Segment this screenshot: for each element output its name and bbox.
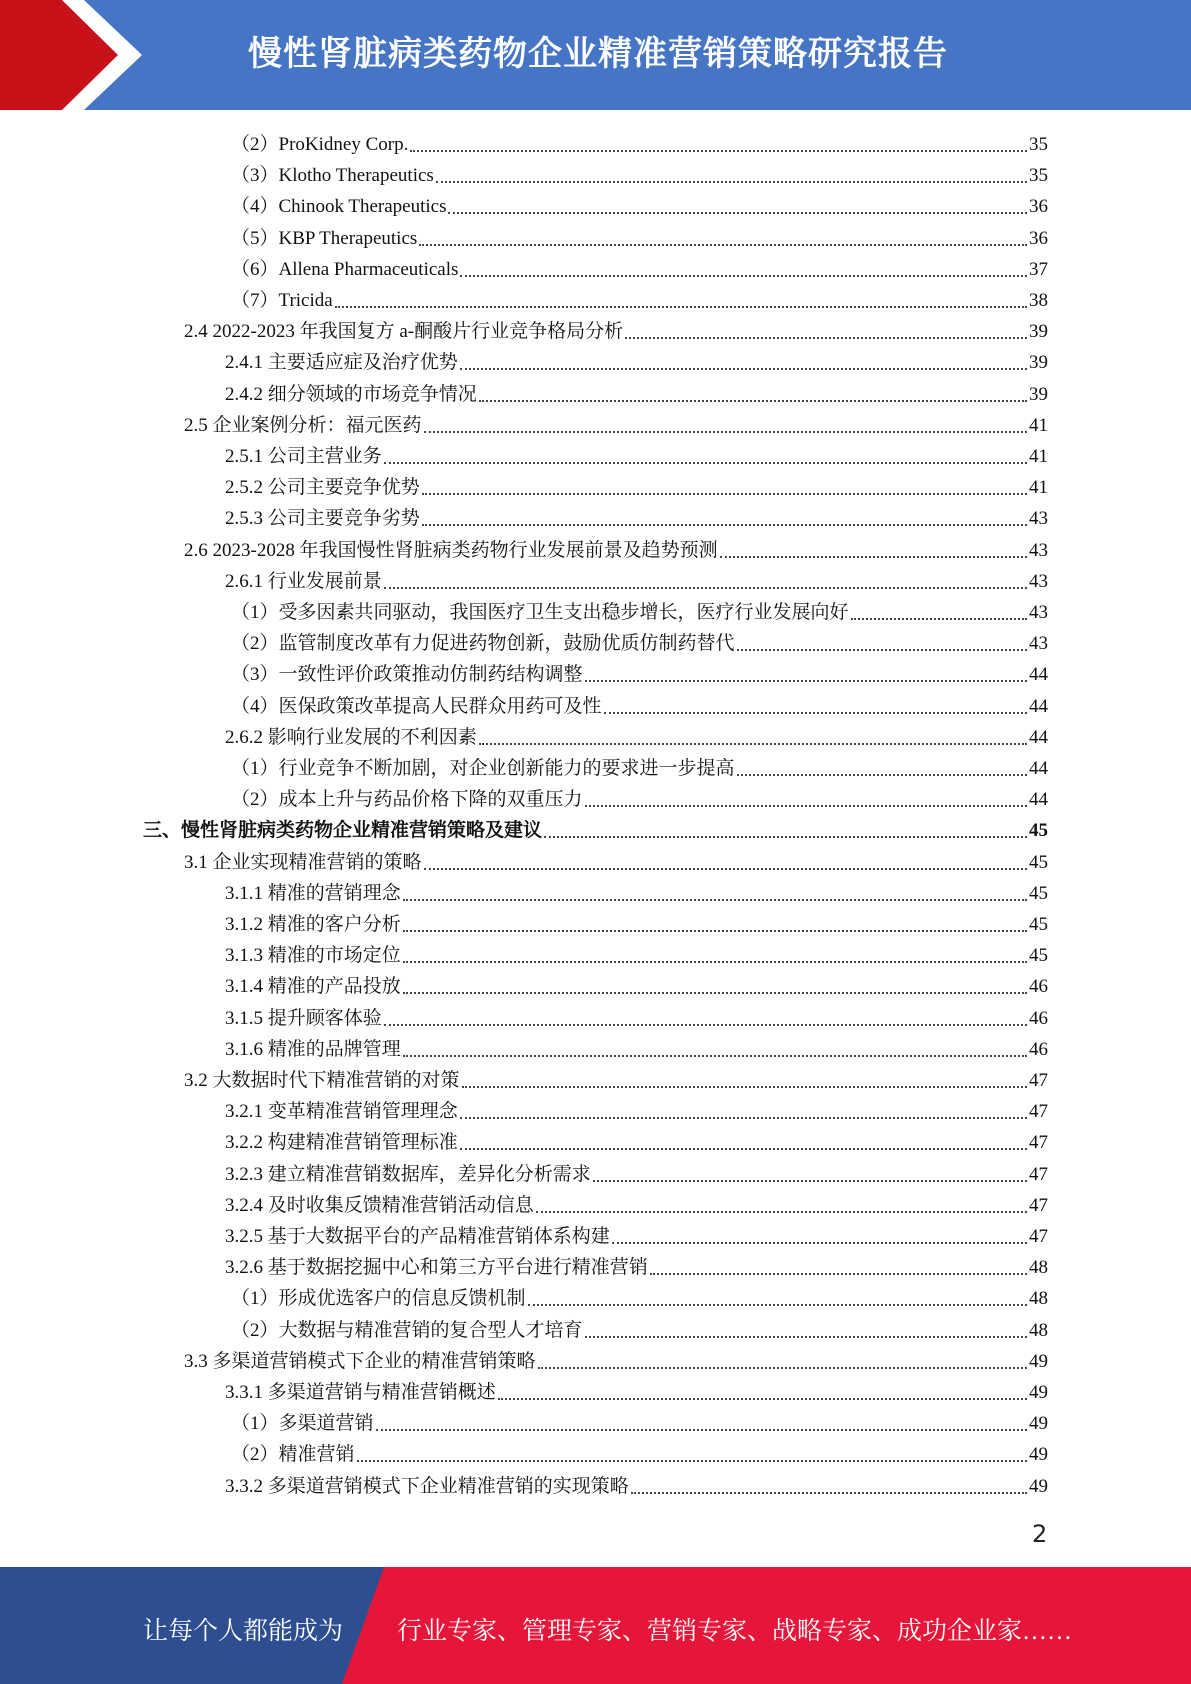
toc-entry-page: 44 (1029, 664, 1048, 686)
toc-entry-label: 2.6.2 影响行业发展的不利因素 (225, 726, 477, 748)
toc-entry-page: 49 (1029, 1475, 1048, 1497)
toc-entry-page: 44 (1029, 758, 1048, 779)
toc-entry-page: 43 (1029, 570, 1048, 592)
toc-entry[interactable] (231, 252, 1048, 282)
toc-dot-leader (403, 992, 1027, 994)
toc-entry[interactable] (225, 1094, 1048, 1124)
toc-entry-label: （1）行业竞争不断加剧，对企业创新能力的要求进一步提高 (231, 758, 735, 779)
toc-dot-leader (593, 1180, 1027, 1182)
toc-entry[interactable] (231, 626, 1048, 656)
toc-entry-page: 36 (1029, 227, 1048, 249)
toc-dot-leader (528, 1304, 1027, 1306)
toc-entry[interactable] (225, 1125, 1048, 1155)
toc-entry-label: （4）Chinook Therapeutics (231, 196, 447, 218)
toc-entry[interactable] (231, 283, 1048, 313)
toc-entry-page: 45 (1029, 820, 1048, 842)
toc-entry[interactable] (225, 377, 1048, 407)
toc-dot-leader (422, 493, 1027, 495)
toc-entry-page: 43 (1029, 602, 1048, 623)
toc-dot-leader (422, 524, 1027, 526)
toc-entry-label: 3.3 多渠道营销模式下企业的精准营销策略 (184, 1350, 536, 1372)
toc-dot-leader (448, 212, 1027, 214)
page-header (0, 0, 1191, 110)
toc-entry-page: 45 (1029, 914, 1048, 935)
toc-entry-page: 44 (1029, 789, 1048, 811)
toc-entry-page: 47 (1029, 1101, 1048, 1123)
toc-dot-leader (631, 1492, 1027, 1494)
toc-entry-label: 2.5 企业案例分析：福元医药 (184, 414, 422, 436)
toc-entry-label: 2.4.2 细分领域的市场竞争情况 (225, 383, 477, 405)
toc-entry[interactable] (184, 533, 1048, 563)
toc-entry[interactable] (231, 782, 1048, 812)
toc-entry-page: 49 (1029, 1444, 1048, 1466)
toc-entry-page: 37 (1029, 258, 1048, 280)
toc-entry[interactable] (231, 1406, 1048, 1436)
toc-entry-page: 39 (1029, 383, 1048, 405)
toc-entry-label: （5）KBP Therapeutics (231, 227, 418, 249)
toc-entry[interactable] (225, 876, 1048, 906)
toc-entry-page: 49 (1029, 1382, 1048, 1403)
toc-dot-leader (357, 1460, 1027, 1462)
toc-dot-leader (403, 930, 1027, 932)
toc-entry-page: 47 (1029, 1226, 1048, 1247)
toc-entry-page: 47 (1029, 1194, 1048, 1216)
toc-entry-label: 2.4.1 主要适应症及治疗优势 (225, 352, 458, 374)
toc-entry-label: （1）形成优选客户的信息反馈机制 (231, 1288, 526, 1310)
toc-entry-label: （6）Allena Pharmaceuticals (231, 258, 459, 280)
toc-entry-label: 3.2.3 建立精准营销数据库，差异化分析需求 (225, 1163, 591, 1185)
toc-entry-page: 46 (1029, 1007, 1048, 1029)
toc-entry[interactable] (231, 189, 1048, 219)
toc-dot-leader (544, 836, 1027, 838)
toc-entry-label: 3.1.1 精准的营销理念 (225, 882, 401, 904)
toc-entry-page: 43 (1029, 508, 1048, 530)
toc-entry[interactable] (231, 221, 1048, 251)
toc-entry[interactable] (231, 158, 1048, 188)
toc-entry-label: 2.6.1 行业发展前景 (225, 570, 382, 592)
page-footer (0, 1567, 1191, 1684)
toc-dot-leader (403, 961, 1027, 963)
toc-entry[interactable] (225, 720, 1048, 750)
toc-dot-leader (460, 275, 1027, 277)
toc-entry-page: 43 (1029, 633, 1048, 655)
toc-entry-page: 48 (1029, 1319, 1048, 1341)
toc-dot-leader (384, 1024, 1027, 1026)
toc-dot-leader (625, 337, 1027, 339)
toc-entry-label: （3）一致性评价政策推动仿制药结构调整 (231, 664, 583, 686)
toc-entry[interactable] (184, 1344, 1048, 1374)
toc-entry[interactable] (225, 1250, 1048, 1280)
toc-dot-leader (460, 1117, 1027, 1119)
toc-entry-label: 3.1.6 精准的品牌管理 (225, 1038, 401, 1060)
toc-dot-leader (424, 431, 1027, 433)
toc-entry-page: 45 (1029, 945, 1048, 967)
toc-entry[interactable] (231, 595, 1048, 625)
toc-entry[interactable] (225, 1001, 1048, 1031)
toc-entry-page: 47 (1029, 1132, 1048, 1154)
toc-entry-page: 41 (1029, 414, 1048, 436)
toc-dot-leader (436, 181, 1027, 183)
toc-entry-page: 46 (1029, 1038, 1048, 1060)
toc-entry[interactable] (184, 845, 1048, 875)
toc-dot-leader (479, 743, 1027, 745)
toc-entry-label: （2）精准营销 (231, 1444, 355, 1466)
toc-dot-leader (460, 1148, 1027, 1150)
toc-dot-leader (604, 712, 1027, 714)
toc-entry[interactable] (184, 408, 1048, 438)
toc-entry-page: 35 (1029, 165, 1048, 187)
toc-entry-page: 49 (1029, 1350, 1048, 1372)
toc-entry-label: 3.1.3 精准的市场定位 (225, 945, 401, 967)
toc-entry[interactable] (231, 127, 1048, 157)
toc-dot-leader (384, 462, 1027, 464)
toc-entry-label: （1）受多因素共同驱动，我国医疗卫生支出稳步增长，医疗行业发展向好 (231, 602, 849, 623)
toc-dot-leader (585, 805, 1027, 807)
footer-slogan-left: 让每个人都能成为 (143, 1618, 344, 1645)
toc-entry-page: 48 (1029, 1257, 1048, 1279)
toc-entry-page: 44 (1029, 695, 1048, 717)
toc-dot-leader (737, 774, 1027, 776)
toc-dot-leader (419, 244, 1027, 246)
toc-entry-label: （2）ProKidney Corp. (231, 134, 409, 155)
toc-dot-leader (335, 306, 1027, 308)
toc-entry-label: 2.5.1 公司主营业务 (225, 446, 382, 467)
toc-entry[interactable] (225, 907, 1048, 937)
toc-entry[interactable] (225, 1032, 1048, 1062)
toc-entry-label: （2）成本上升与药品价格下降的双重压力 (231, 789, 583, 811)
toc-entry[interactable] (184, 1063, 1048, 1093)
toc-entry-page: 39 (1029, 321, 1048, 343)
toc-entry-label: 2.4 2022-2023 年我国复方 a-酮酸片行业竞争格局分析 (184, 321, 624, 343)
toc-entry-label: 2.5.2 公司主要竞争优势 (225, 477, 420, 499)
toc-entry-page: 39 (1029, 352, 1048, 374)
toc-dot-leader (585, 1336, 1027, 1338)
toc-entry-page: 44 (1029, 726, 1048, 748)
toc-entry[interactable] (225, 564, 1048, 594)
toc-entry-page: 41 (1029, 446, 1048, 467)
toc-dot-leader (403, 1055, 1027, 1057)
toc-dot-leader (424, 868, 1027, 870)
toc-entry-label: （4）医保政策改革提高人民群众用药可及性 (231, 695, 602, 717)
toc-entry-page: 48 (1029, 1288, 1048, 1310)
toc-dot-leader (460, 368, 1027, 370)
toc-entry-page: 35 (1029, 134, 1048, 155)
toc-entry-label: 3.2.1 变革精准营销管理理念 (225, 1101, 458, 1123)
toc-entry-label: （3）Klotho Therapeutics (231, 165, 434, 187)
toc-entry-label: 3.2.4 及时收集反馈精准营销活动信息 (225, 1194, 534, 1216)
toc-dot-leader (410, 150, 1027, 152)
toc-dot-leader (403, 899, 1027, 901)
toc-entry[interactable] (225, 1469, 1048, 1499)
toc-entry-label: 3.3.1 多渠道营销与精准营销概述 (225, 1382, 496, 1403)
toc-entry-label: 3.2 大数据时代下精准营销的对策 (184, 1070, 460, 1091)
page-number: 2 (1032, 1520, 1048, 1548)
toc-entry-label: （2）监管制度改革有力促进药物创新，鼓励优质仿制药替代 (231, 633, 735, 655)
toc-dot-leader (384, 587, 1027, 589)
toc-entry[interactable] (225, 1219, 1048, 1249)
toc-entry[interactable] (231, 1437, 1048, 1467)
toc-dot-leader (498, 1398, 1027, 1400)
toc-entry[interactable] (225, 501, 1048, 531)
toc-entry-label: 3.2.5 基于大数据平台的产品精准营销体系构建 (225, 1226, 610, 1247)
toc-dot-leader (720, 556, 1027, 558)
toc-entry[interactable] (225, 345, 1048, 375)
toc-entry[interactable] (231, 751, 1048, 781)
toc-entry-label: 2.6 2023-2028 年我国慢性肾脏病类药物行业发展前景及趋势预测 (184, 539, 718, 561)
toc-entry[interactable] (225, 439, 1048, 469)
toc-entry-label: 3.2.2 构建精准营销管理标准 (225, 1132, 458, 1154)
toc-entry[interactable] (225, 1157, 1048, 1187)
toc-entry[interactable] (184, 314, 1048, 344)
toc-entry[interactable] (225, 470, 1048, 500)
toc-entry-page: 46 (1029, 976, 1048, 998)
toc-entry-page: 43 (1029, 539, 1048, 561)
toc-dot-leader (462, 1086, 1027, 1088)
toc-entry[interactable] (231, 1281, 1048, 1311)
footer-slogan-right: 行业专家、管理专家、营销专家、战略专家、成功企业家…… (397, 1618, 1073, 1645)
toc-entry[interactable] (143, 813, 1048, 843)
toc-entry[interactable] (231, 689, 1048, 719)
toc-entry-label: 三、慢性肾脏病类药物企业精准营销策略及建议 (143, 820, 543, 842)
toc-entry[interactable] (231, 657, 1048, 687)
toc-entry-label: 3.2.6 基于数据挖掘中心和第三方平台进行精准营销 (225, 1257, 648, 1279)
toc-entry-label: 3.1 企业实现精准营销的策略 (184, 851, 422, 873)
toc-entry-page: 45 (1029, 882, 1048, 904)
toc-dot-leader (376, 1429, 1027, 1431)
toc-entry-label: 3.1.4 精准的产品投放 (225, 976, 401, 998)
toc-entry[interactable] (225, 1375, 1048, 1405)
toc-dot-leader (650, 1273, 1027, 1275)
toc-entry-label: 3.1.5 提升顾客体验 (225, 1007, 382, 1029)
report-title: 慢性肾脏病类药物企业精准营销策略研究报告 (248, 34, 948, 74)
toc-entry[interactable] (225, 1188, 1048, 1218)
toc-entry[interactable] (225, 938, 1048, 968)
toc-dot-leader (585, 680, 1027, 682)
toc-dot-leader (737, 649, 1027, 651)
toc-entry[interactable] (225, 969, 1048, 999)
toc-entry-page: 36 (1029, 196, 1048, 218)
toc-entry-label: （2）大数据与精准营销的复合型人才培育 (231, 1319, 583, 1341)
toc-entry-page: 41 (1029, 477, 1048, 499)
toc-entry-label: 3.3.2 多渠道营销模式下企业精准营销的实现策略 (225, 1475, 629, 1497)
toc-dot-leader (536, 1211, 1027, 1213)
toc-entry-page: 38 (1029, 290, 1048, 311)
toc-dot-leader (851, 618, 1027, 620)
toc-entry-label: 3.1.2 精准的客户分析 (225, 914, 401, 935)
toc-entry-label: （7）Tricida (231, 290, 333, 311)
toc-entry-page: 49 (1029, 1413, 1048, 1435)
toc-entry[interactable] (231, 1313, 1048, 1343)
toc-entry-page: 47 (1029, 1070, 1048, 1091)
toc-entry-page: 45 (1029, 851, 1048, 873)
toc-dot-leader (538, 1367, 1027, 1369)
toc-dot-leader (479, 400, 1027, 402)
toc-entry-page: 47 (1029, 1163, 1048, 1185)
toc-dot-leader (612, 1242, 1027, 1244)
toc-entry-label: 2.5.3 公司主要竞争劣势 (225, 508, 420, 530)
toc-entry-label: （1）多渠道营销 (231, 1413, 374, 1435)
